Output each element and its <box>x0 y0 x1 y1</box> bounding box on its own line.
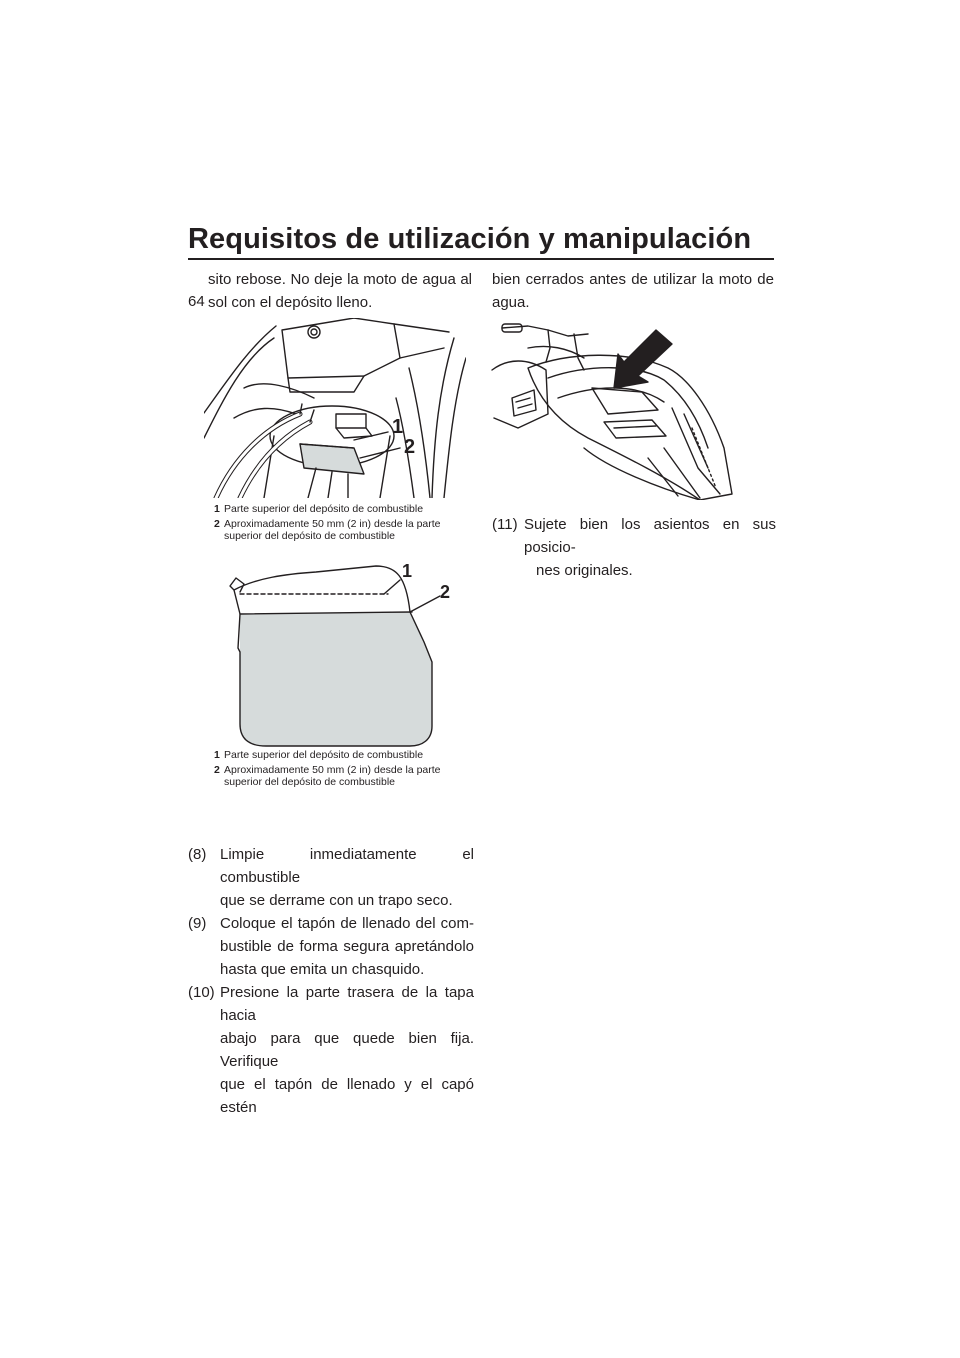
right-intro-paragraph <box>492 268 774 314</box>
step-number: (10) <box>188 984 215 1001</box>
tank-level-diagram <box>226 558 470 748</box>
watercraft-hood-illustration <box>488 318 740 500</box>
fuel-tank-illustration <box>204 318 466 498</box>
step-item <box>492 513 776 582</box>
text-line: Coloque el tapón de llenado del com- <box>220 915 474 932</box>
text-line: sito rebose. No deje la moto de agua al <box>208 271 472 288</box>
callout-2: 2 <box>440 582 451 602</box>
step-text <box>220 981 474 1119</box>
text-line: Presione la parte trasera de la tapa hacia <box>220 984 474 1024</box>
caption-text: Aproximadamente 50 mm (2 in) desde la parte superior del depósito de combustible <box>224 763 441 789</box>
page-title: Requisitos de utilización y manipulación <box>188 223 752 255</box>
left-intro-paragraph <box>208 268 472 314</box>
title-rule <box>188 258 774 260</box>
callout-1: 1 <box>402 561 413 581</box>
steps-list-right <box>492 513 776 582</box>
step-text <box>524 513 776 582</box>
step-number: (11) <box>492 516 518 533</box>
text-line: hasta que emita un chasquido. <box>220 961 425 978</box>
left-intro <box>208 268 472 314</box>
caption-number: 2 <box>214 763 220 776</box>
step-item <box>188 843 474 912</box>
text-line: Limpie inmediatamente el combustible <box>220 846 474 886</box>
step-item <box>188 912 474 981</box>
text-line: agua. <box>492 294 530 311</box>
caption-text: Aproximadamente 50 mm (2 in) desde la parte superior del depósito de combustible <box>224 517 441 543</box>
text-line: sol con el depósito lleno. <box>208 294 373 311</box>
caption-text: Parte superior del depósito de combustible <box>224 503 424 515</box>
caption-row <box>214 764 474 789</box>
steps-list-left <box>188 843 474 1119</box>
step-text <box>220 912 474 981</box>
caption-number: 1 <box>214 503 220 515</box>
text-line: Sujete bien los asientos en sus posicio- <box>524 516 776 556</box>
text-line: nes originales. <box>536 562 633 579</box>
callout-2: 2 <box>404 436 416 458</box>
step-number: (8) <box>188 846 207 863</box>
step-number: (9) <box>188 915 207 932</box>
text-line: bustible de forma segura apretándolo <box>220 938 474 955</box>
text-line: que se derrame con un trapo seco. <box>220 892 453 909</box>
text-line: abajo para que quede bien fija. Verifique <box>220 1030 474 1070</box>
caption-number: 1 <box>214 749 220 761</box>
caption-text: Parte superior del depósito de combustible <box>224 749 424 761</box>
figure1-captions <box>214 503 474 543</box>
caption-row <box>214 749 474 762</box>
step-text <box>220 843 474 912</box>
callout-1: 1 <box>392 416 404 438</box>
caption-row <box>214 503 474 516</box>
text-line: que el tapón de llenado y el capó estén <box>220 1076 474 1116</box>
page-number: 64 <box>188 293 205 310</box>
caption-row <box>214 518 474 543</box>
right-intro <box>492 268 774 314</box>
caption-number: 2 <box>214 517 220 530</box>
step-item <box>188 981 474 1119</box>
figure2-captions <box>214 749 474 789</box>
text-line: bien cerrados antes de utilizar la moto de <box>492 271 774 288</box>
